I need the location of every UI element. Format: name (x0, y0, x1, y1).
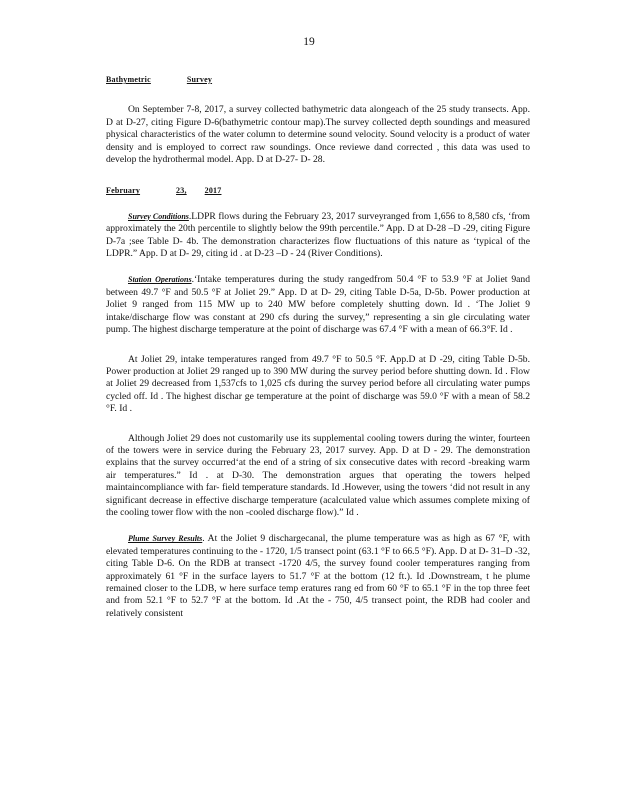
survey-conditions-paragraph: Survey Conditions.LDPR flows during the February 23, 2017 surveyranged from 1,656 to 8,580 cfs, ‘from approximately the 20th percentile to slightly below the 99th percentile.” App. D at D-28 –D -29, citing Figure D-7a ;see Table D- 4b. The demonstration characterizes flow fluctuations of this nature as ‘typical of the LDPR.” App. D at D- 29, citing id . at D-23 –D - 24 (River Conditions). (106, 210, 530, 260)
station-operations-paragraph: Station Operations.‘Intake temperatures during the study rangedfrom 50.4 °F to 53.9 °F at Joliet 9and between 49.7 °F and 50.5 °F at Joliet 29.” App. D at D- 29, citing Table D-5a, D-5b. Power production at Joliet 9 ranged from 115 MW up to 240 MW before completely shutting down. Id . ‘The Joliet 9 intake/discharge flow was constant at 290 cfs during the survey,” representing a sin gle circulating water pump. The highest discharge temperature at the point of discharge was 67.4 °F with a mean of 66.3°F. Id . (106, 274, 530, 336)
bathymetric-survey-heading: Bathymetric Survey (106, 75, 213, 84)
survey-conditions-heading: Survey Conditions (128, 211, 189, 221)
page-number: 19 (303, 36, 315, 48)
station-operations-heading: Station Operations (128, 275, 192, 285)
cooling-towers-paragraph: Although Joliet 29 does not customarily use its supplemental cooling towers during the winter, fourteen of the towers were in service during the February 23, 2017 survey. App. D at D - 29. The demonstration explains that the survey occurred‘at the end of a string of six consecutive dates with record -breaking warm air temperatures.” Id . at D-30. The demonstration argues that operating the towers helped maintaincompliance with far- field temperature standards. Id .However, using the towers ‘did not result in any significant decrease in effective discharge temperature (acalculated value which assumes complete mixing of the cooling tower flow with the non -cooled discharge flow).” Id . (106, 432, 530, 518)
plume-results-paragraph: Plume Survey Results. At the Joliet 9 dischargecanal, the plume temperature was as high as 67 °F, with elevated temperatures continuing to the - 1720, 1/5 transect point (63.1 °F to 66.5 °F). App. D at D- 31–D -32, citing Table D-6. On the RDB at transect -1720 4/5, the survey found cooler temperatures ranging from approximately 61 °F in the surface layers to 51.7 °F at the bottom (12 ft.). Id .Downstream, t he plume remained closer to the LDB, w here surface temp eratures rang ed from 60 °F to 65.1 °F in the top three feet and from 52.1 °F to 52.7 °F at the bottom. Id .At the - 750, 4/5 transect point, the RDB had cooler and relatively consistent (106, 533, 530, 619)
page-body (106, 74, 530, 620)
plume-results-heading: Plume Survey Results (128, 534, 203, 544)
bathymetric-paragraph: On September 7-8, 2017, a survey collected bathymetric data alongeach of the 25 study transects. App. D at D-27, citing Figure D-6(bathymetric contour map).The survey collected depth soundings and measured physical characteristics of the water column to determine sound velocity. Sound velocity is a product of water density and is employed to correct raw soundings. Once reviewe dand corrected , this data was used to develop the hydrothermal model. App. D at D-27- D- 28. (106, 104, 530, 166)
february-survey-heading: February 23, 2017 (106, 186, 222, 196)
joliet29-paragraph: At Joliet 29, intake temperatures ranged from 49.7 °F to 50.5 °F. App.D at D -29, citing Table D-5b. Power production at Joliet 29 ranged up to 390 MW during the survey period before shutting down. Id . Flow at Joliet 29 decreased from 1,537cfs to 1,025 cfs during the survey period before all circulating water pumps cycled off. Id . The highest dischar ge temperature at the point of discharge was 59.0 °F with a mean of 58.2 °F. Id . (106, 353, 530, 415)
